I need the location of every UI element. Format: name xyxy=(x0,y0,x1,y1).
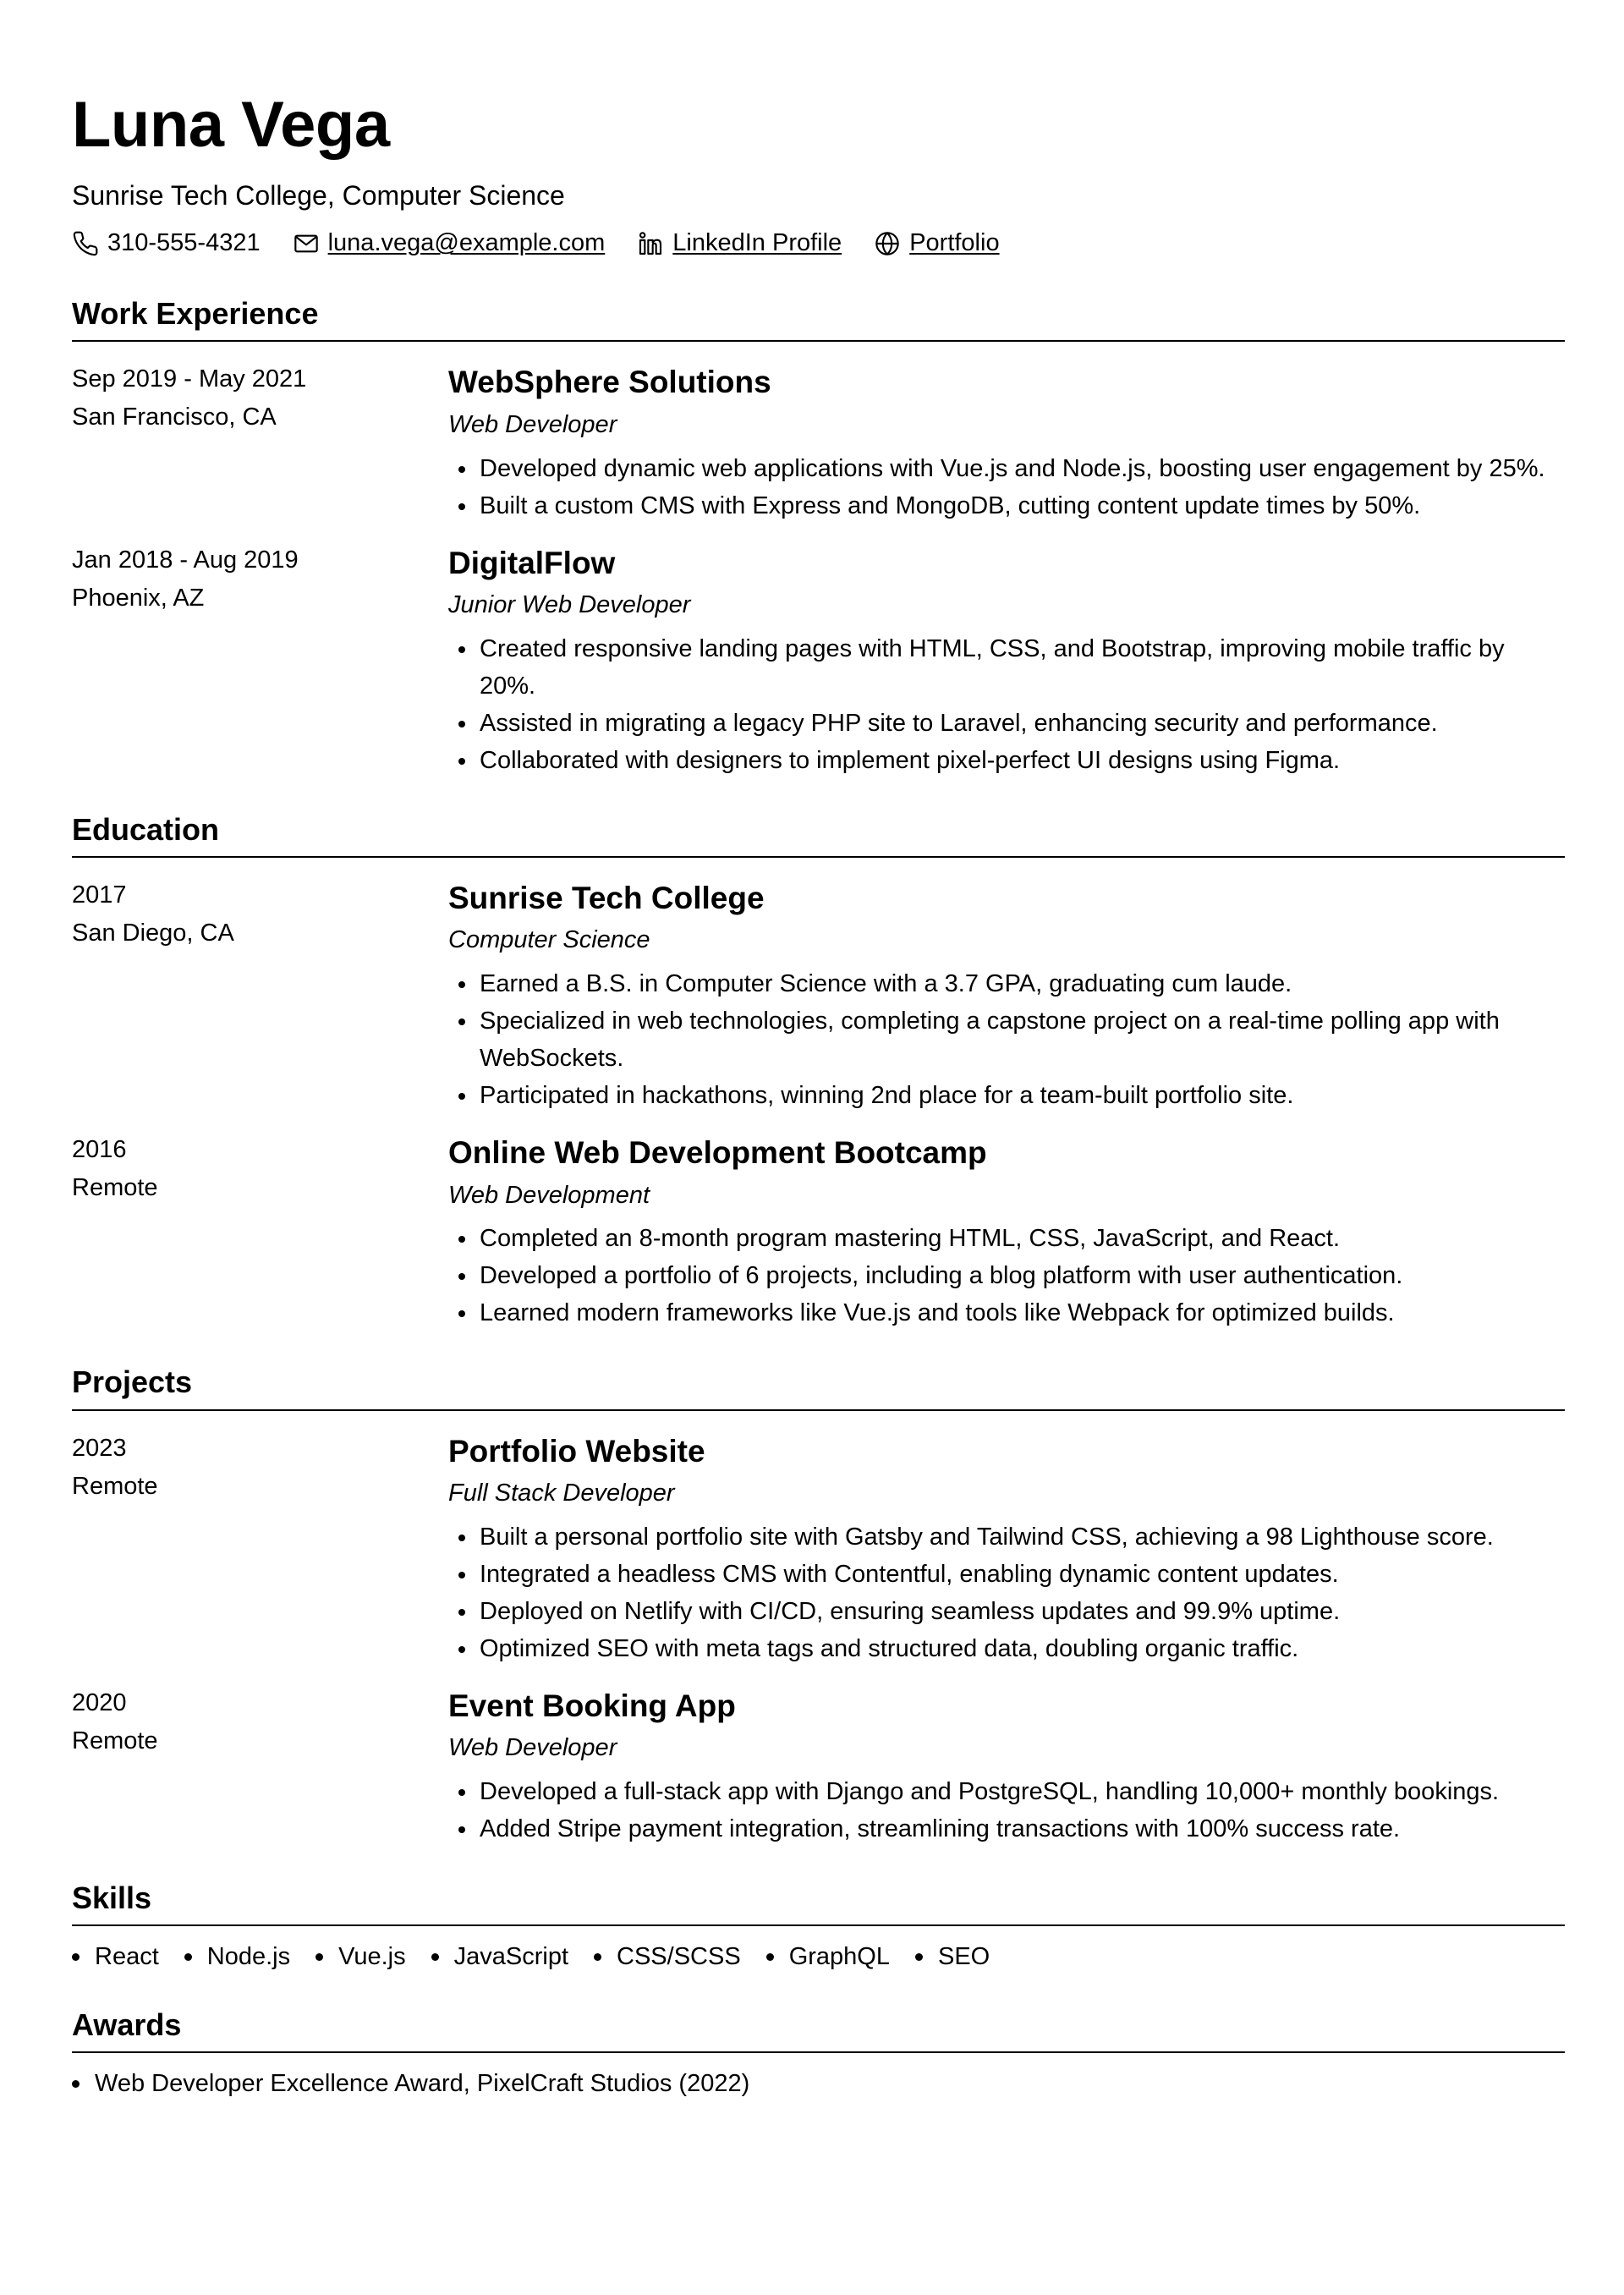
entry-dates: 2016 xyxy=(72,1136,127,1164)
bullet-item: • Optimized SEO with meta tags and structured data, doubling organic traffic. xyxy=(478,1630,1565,1667)
bullet-item: • Completed an 8-month program mastering HTML, CSS, JavaScript, and React. xyxy=(478,1220,1565,1257)
candidate-subtitle: Sunrise Tech College, Computer Science xyxy=(72,180,565,211)
entry-role: Web Development xyxy=(448,1181,650,1209)
bullet-item: • Integrated a headless CMS with Contentful, enabling dynamic content updates. xyxy=(478,1556,1565,1593)
skills-list xyxy=(72,1940,1565,1974)
entry-location: San Diego, CA xyxy=(72,919,234,947)
awards-list xyxy=(72,2067,1565,2101)
section-title-awards: Awards xyxy=(72,2007,1565,2053)
email-link[interactable]: luna.vega@example.com xyxy=(327,229,606,257)
skill-item: JavaScript xyxy=(431,1940,568,1974)
linkedin-icon xyxy=(637,230,664,257)
entry-body xyxy=(448,876,1565,1114)
education-entry xyxy=(72,1131,1565,1331)
entry-location: Remote xyxy=(72,1727,158,1754)
entry-meta xyxy=(72,1131,448,1331)
entry-role: Web Developer xyxy=(448,1734,617,1762)
skill-item: Node.js xyxy=(184,1940,290,1974)
linkedin-link[interactable]: LinkedIn Profile xyxy=(672,229,842,257)
entry-meta xyxy=(72,360,448,524)
bullet-item: • Added Stripe payment integration, streamlining transactions with 100% success rate. xyxy=(478,1810,1565,1848)
mail-icon xyxy=(293,230,320,257)
bullet-item: • Assisted in migrating a legacy PHP site to Laravel, enhancing security and performance. xyxy=(478,705,1565,742)
contact-phone xyxy=(72,228,261,258)
bullet-item: • Built a personal portfolio site with Gatsby and Tailwind CSS, achieving a 98 Lighthouse score. xyxy=(478,1518,1565,1556)
candidate-name: Luna Vega xyxy=(72,89,390,161)
section-title-projects: Projects xyxy=(72,1364,1565,1410)
work-entry xyxy=(72,360,1565,524)
entry-role: Computer Science xyxy=(448,926,650,954)
contact-portfolio xyxy=(874,228,999,258)
entry-organization: Sunrise Tech College xyxy=(448,880,765,915)
skill-item: GraphQL xyxy=(766,1940,890,1974)
contact-linkedin xyxy=(637,228,842,258)
entry-role: Web Developer xyxy=(448,410,617,438)
entry-organization: Online Web Development Bootcamp xyxy=(448,1135,987,1171)
entry-body xyxy=(448,541,1565,779)
bullet-item: • Built a custom CMS with Express and MongoDB, cutting content update times by 50%. xyxy=(478,487,1565,524)
award-item: Web Developer Excellence Award, PixelCraft Studios (2022) xyxy=(72,2067,749,2101)
globe-icon xyxy=(874,230,901,257)
entry-body xyxy=(448,1430,1565,1667)
entry-body xyxy=(448,360,1565,524)
entry-bullets xyxy=(448,630,1565,779)
project-entry xyxy=(72,1430,1565,1667)
section-title-work: Work Experience xyxy=(72,295,1565,342)
bullet-item: • Created responsive landing pages with HTML, CSS, and Bootstrap, improving mobile traffic by 20%. xyxy=(478,630,1565,705)
entry-location: Phoenix, AZ xyxy=(72,584,205,612)
entry-dates: 2023 xyxy=(72,1434,127,1462)
skills-section xyxy=(72,1880,1565,1974)
entry-meta xyxy=(72,876,448,1114)
phone-number: 310-555-4321 xyxy=(107,229,261,257)
education-section xyxy=(72,811,1565,1332)
resume-page xyxy=(72,89,1565,2100)
work-entry xyxy=(72,541,1565,779)
entry-body xyxy=(448,1684,1565,1848)
bullet-item: • Deployed on Netlify with CI/CD, ensuring seamless updates and 99.9% uptime. xyxy=(478,1593,1565,1630)
entry-bullets xyxy=(448,450,1565,524)
entry-location: San Francisco, CA xyxy=(72,404,277,431)
project-entry xyxy=(72,1684,1565,1848)
section-title-education: Education xyxy=(72,811,1565,858)
entry-role: Full Stack Developer xyxy=(448,1479,675,1507)
bullet-item: • Earned a B.S. in Computer Science with a 3.7 GPA, graduating cum laude. xyxy=(478,965,1565,1002)
bullet-item: • Specialized in web technologies, completing a capstone project on a real-time polling app with WebSockets. xyxy=(478,1002,1565,1077)
phone-icon xyxy=(72,230,99,257)
bullet-item: • Developed a full-stack app with Django and PostgreSQL, handling 10,000+ monthly bookings. xyxy=(478,1773,1565,1810)
entry-meta xyxy=(72,1430,448,1667)
skill-item: React xyxy=(72,1940,159,1974)
portfolio-link[interactable]: Portfolio xyxy=(909,229,1000,257)
entry-bullets xyxy=(448,965,1565,1114)
contact-email xyxy=(293,228,606,258)
bullet-item: • Collaborated with designers to implement pixel-perfect UI designs using Figma. xyxy=(478,742,1565,779)
entry-dates: 2020 xyxy=(72,1688,127,1716)
entry-role: Junior Web Developer xyxy=(448,590,691,618)
entry-dates: Jan 2018 - Aug 2019 xyxy=(72,546,299,574)
skill-item: CSS/SCSS xyxy=(594,1940,741,1974)
entry-location: Remote xyxy=(72,1472,158,1500)
projects-section xyxy=(72,1364,1565,1848)
entry-bullets xyxy=(448,1773,1565,1848)
skill-item: SEO xyxy=(915,1940,990,1974)
bullet-item: • Learned modern frameworks like Vue.js and tools like Webpack for optimized builds. xyxy=(478,1294,1565,1331)
entry-organization: Portfolio Website xyxy=(448,1433,705,1469)
work-experience-section xyxy=(72,295,1565,779)
entry-organization: Event Booking App xyxy=(448,1688,736,1723)
contact-bar xyxy=(72,228,1565,258)
awards-section xyxy=(72,2007,1565,2101)
entry-dates: 2017 xyxy=(72,881,127,909)
resume-header xyxy=(72,89,1565,258)
entry-bullets xyxy=(448,1220,1565,1331)
bullet-item: • Participated in hackathons, winning 2nd place for a team-built portfolio site. xyxy=(478,1077,1565,1114)
bullet-item: • Developed dynamic web applications with Vue.js and Node.js, boosting user engagement by 25%. xyxy=(478,450,1565,487)
entry-dates: Sep 2019 - May 2021 xyxy=(72,365,307,393)
entry-location: Remote xyxy=(72,1174,158,1202)
skill-item: Vue.js xyxy=(315,1940,406,1974)
bullet-item: • Developed a portfolio of 6 projects, including a blog platform with user authentication. xyxy=(478,1257,1565,1294)
entry-organization: DigitalFlow xyxy=(448,545,616,580)
entry-organization: WebSphere Solutions xyxy=(448,365,771,400)
entry-meta xyxy=(72,541,448,779)
section-title-skills: Skills xyxy=(72,1880,1565,1926)
entry-bullets xyxy=(448,1518,1565,1667)
entry-body xyxy=(448,1131,1565,1331)
education-entry xyxy=(72,876,1565,1114)
entry-meta xyxy=(72,1684,448,1848)
